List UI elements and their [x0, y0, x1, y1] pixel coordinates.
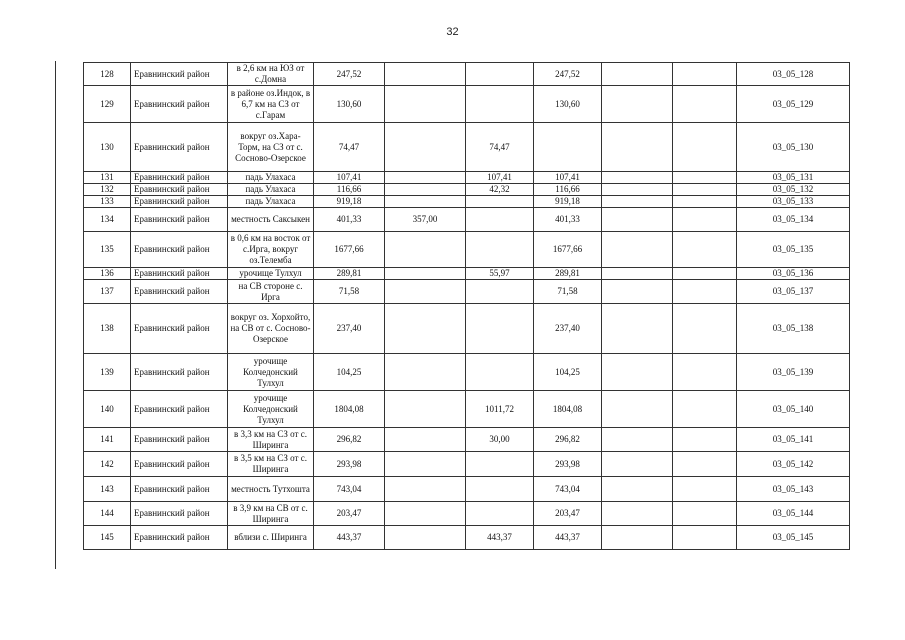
code-cell: 03_05_135 — [737, 232, 850, 268]
row-number-cell: 130 — [84, 123, 131, 172]
area-total-cell: 130,60 — [314, 86, 385, 123]
row-number-cell: 144 — [84, 502, 131, 526]
code-cell: 03_05_138 — [737, 304, 850, 354]
table-row — [84, 304, 850, 354]
row-number-cell: 137 — [84, 280, 131, 304]
code-cell: 03_05_142 — [737, 452, 850, 477]
district-cell: Еравнинский район — [131, 208, 228, 232]
area-col6-cell — [673, 232, 737, 268]
table-row — [84, 452, 850, 477]
row-number-cell: 139 — [84, 354, 131, 391]
table-row — [84, 354, 850, 391]
location-cell: падь Улахаса — [228, 172, 314, 184]
area-col2-cell — [385, 172, 466, 184]
district-cell: Еравнинский район — [131, 428, 228, 452]
table-row — [84, 184, 850, 196]
location-cell: местность Тутхошта — [228, 477, 314, 502]
area-col6-cell — [673, 196, 737, 208]
row-number-cell: 129 — [84, 86, 131, 123]
area-col2-cell — [385, 391, 466, 428]
area-col3-cell: 42,32 — [466, 184, 534, 196]
district-cell: Еравнинский район — [131, 86, 228, 123]
area-col6-cell — [673, 526, 737, 550]
location-cell: урочище Колчедонский Тулхул — [228, 391, 314, 428]
area-col6-cell — [673, 268, 737, 280]
row-number-cell: 142 — [84, 452, 131, 477]
table-row — [84, 280, 850, 304]
area-total-cell: 104,25 — [314, 354, 385, 391]
area-col4-cell: 107,41 — [534, 172, 602, 184]
area-col5-cell — [602, 280, 673, 304]
area-total-cell: 116,66 — [314, 184, 385, 196]
district-cell: Еравнинский район — [131, 477, 228, 502]
area-col4-cell: 1804,08 — [534, 391, 602, 428]
table-row — [84, 86, 850, 123]
table-row — [84, 63, 850, 86]
area-col3-cell — [466, 280, 534, 304]
area-col3-cell — [466, 232, 534, 268]
area-col5-cell — [602, 526, 673, 550]
area-col2-cell — [385, 477, 466, 502]
area-col6-cell — [673, 184, 737, 196]
area-col4-cell: 919,18 — [534, 196, 602, 208]
area-col5-cell — [602, 391, 673, 428]
location-cell: урочище Колчедонский Тулхул — [228, 354, 314, 391]
area-total-cell: 919,18 — [314, 196, 385, 208]
row-number-cell: 143 — [84, 477, 131, 502]
area-col5-cell — [602, 208, 673, 232]
area-col4-cell — [534, 123, 602, 172]
district-cell: Еравнинский район — [131, 196, 228, 208]
area-col3-cell — [466, 502, 534, 526]
area-col3-cell — [466, 63, 534, 86]
area-col4-cell: 1677,66 — [534, 232, 602, 268]
table-row — [84, 196, 850, 208]
location-cell: на СВ стороне с. Ирга — [228, 280, 314, 304]
area-col3-cell: 74,47 — [466, 123, 534, 172]
location-cell: в 2,6 км на ЮЗ от с.Домна — [228, 63, 314, 86]
area-col6-cell — [673, 208, 737, 232]
area-col3-cell — [466, 86, 534, 123]
location-cell: в районе оз.Индок, в 6,7 км на СЗ от с.Гарам — [228, 86, 314, 123]
location-cell: падь Улахаса — [228, 196, 314, 208]
table-row — [84, 428, 850, 452]
area-col4-cell: 247,52 — [534, 63, 602, 86]
area-total-cell: 237,40 — [314, 304, 385, 354]
area-col5-cell — [602, 196, 673, 208]
area-col2-cell — [385, 452, 466, 477]
area-col4-cell: 203,47 — [534, 502, 602, 526]
row-number-cell: 135 — [84, 232, 131, 268]
location-cell: в 3,5 км на СЗ от с. Ширинга — [228, 452, 314, 477]
location-cell: вокруг оз.Хара-Торм, на СЗ от с. Сосново-Озерское — [228, 123, 314, 172]
area-col5-cell — [602, 268, 673, 280]
location-cell: вокруг оз. Хорхойто, на СВ от с. Сосново-Озерское — [228, 304, 314, 354]
code-cell: 03_05_134 — [737, 208, 850, 232]
area-col2-cell: 357,00 — [385, 208, 466, 232]
district-cell: Еравнинский район — [131, 184, 228, 196]
district-cell: Еравнинский район — [131, 280, 228, 304]
area-col5-cell — [602, 123, 673, 172]
code-cell: 03_05_130 — [737, 123, 850, 172]
area-col3-cell: 55,97 — [466, 268, 534, 280]
area-col5-cell — [602, 452, 673, 477]
table-row — [84, 232, 850, 268]
area-col6-cell — [673, 452, 737, 477]
area-col2-cell — [385, 123, 466, 172]
area-total-cell: 443,37 — [314, 526, 385, 550]
table-row — [84, 123, 850, 172]
code-cell: 03_05_140 — [737, 391, 850, 428]
area-col5-cell — [602, 502, 673, 526]
row-number-cell: 131 — [84, 172, 131, 184]
area-col3-cell — [466, 452, 534, 477]
district-cell: Еравнинский район — [131, 63, 228, 86]
area-total-cell: 296,82 — [314, 428, 385, 452]
table-row — [84, 391, 850, 428]
area-col6-cell — [673, 63, 737, 86]
area-col3-cell — [466, 354, 534, 391]
district-cell: Еравнинский район — [131, 526, 228, 550]
area-col6-cell — [673, 354, 737, 391]
area-col6-cell — [673, 477, 737, 502]
code-cell: 03_05_145 — [737, 526, 850, 550]
row-number-cell: 128 — [84, 63, 131, 86]
area-total-cell: 743,04 — [314, 477, 385, 502]
area-col4-cell: 116,66 — [534, 184, 602, 196]
district-cell: Еравнинский район — [131, 172, 228, 184]
table-row — [84, 208, 850, 232]
area-col4-cell: 289,81 — [534, 268, 602, 280]
area-col3-cell — [466, 208, 534, 232]
area-col2-cell — [385, 526, 466, 550]
row-number-cell: 136 — [84, 268, 131, 280]
area-total-cell: 71,58 — [314, 280, 385, 304]
row-number-cell: 138 — [84, 304, 131, 354]
table-row — [84, 502, 850, 526]
code-cell: 03_05_133 — [737, 196, 850, 208]
area-col3-cell — [466, 196, 534, 208]
area-col6-cell — [673, 172, 737, 184]
area-total-cell: 289,81 — [314, 268, 385, 280]
code-cell: 03_05_144 — [737, 502, 850, 526]
district-cell: Еравнинский район — [131, 452, 228, 477]
district-cell: Еравнинский район — [131, 123, 228, 172]
area-col4-cell: 130,60 — [534, 86, 602, 123]
area-total-cell: 247,52 — [314, 63, 385, 86]
location-cell: вблизи с. Ширинга — [228, 526, 314, 550]
table-row — [84, 477, 850, 502]
area-total-cell: 1804,08 — [314, 391, 385, 428]
location-cell: в 3,9 км на СВ от с. Ширинга — [228, 502, 314, 526]
row-number-cell: 134 — [84, 208, 131, 232]
code-cell: 03_05_129 — [737, 86, 850, 123]
area-col2-cell — [385, 304, 466, 354]
area-col5-cell — [602, 184, 673, 196]
table-row — [84, 268, 850, 280]
area-col5-cell — [602, 86, 673, 123]
area-col4-cell: 443,37 — [534, 526, 602, 550]
area-col6-cell — [673, 502, 737, 526]
area-col2-cell — [385, 280, 466, 304]
area-col2-cell — [385, 86, 466, 123]
area-col3-cell — [466, 477, 534, 502]
area-col6-cell — [673, 123, 737, 172]
area-col6-cell — [673, 304, 737, 354]
area-col5-cell — [602, 232, 673, 268]
area-col6-cell — [673, 280, 737, 304]
data-table — [83, 62, 850, 550]
area-col6-cell — [673, 391, 737, 428]
row-number-cell: 133 — [84, 196, 131, 208]
area-total-cell: 74,47 — [314, 123, 385, 172]
location-cell: в 3,3 км на СЗ от с. Ширинга — [228, 428, 314, 452]
area-col4-cell: 743,04 — [534, 477, 602, 502]
location-cell: падь Улахаса — [228, 184, 314, 196]
area-total-cell: 293,98 — [314, 452, 385, 477]
area-col2-cell — [385, 502, 466, 526]
area-col2-cell — [385, 428, 466, 452]
area-col6-cell — [673, 86, 737, 123]
code-cell: 03_05_131 — [737, 172, 850, 184]
code-cell: 03_05_139 — [737, 354, 850, 391]
area-total-cell: 401,33 — [314, 208, 385, 232]
area-col6-cell — [673, 428, 737, 452]
code-cell: 03_05_137 — [737, 280, 850, 304]
area-col2-cell — [385, 184, 466, 196]
area-col2-cell — [385, 63, 466, 86]
area-total-cell: 203,47 — [314, 502, 385, 526]
area-col3-cell — [466, 304, 534, 354]
district-cell: Еравнинский район — [131, 502, 228, 526]
area-col4-cell: 237,40 — [534, 304, 602, 354]
area-col2-cell — [385, 268, 466, 280]
area-col2-cell — [385, 354, 466, 391]
row-number-cell: 145 — [84, 526, 131, 550]
area-col3-cell: 107,41 — [466, 172, 534, 184]
area-col4-cell: 401,33 — [534, 208, 602, 232]
code-cell: 03_05_143 — [737, 477, 850, 502]
table-body — [84, 63, 850, 550]
row-number-cell: 132 — [84, 184, 131, 196]
table-row — [84, 172, 850, 184]
location-cell: урочище Тулхул — [228, 268, 314, 280]
code-cell: 03_05_132 — [737, 184, 850, 196]
area-col5-cell — [602, 477, 673, 502]
area-total-cell: 107,41 — [314, 172, 385, 184]
area-col5-cell — [602, 428, 673, 452]
location-cell: в 0,6 км на восток от с.Ирга, вокруг оз.Телемба — [228, 232, 314, 268]
area-col2-cell — [385, 232, 466, 268]
area-col3-cell: 30,00 — [466, 428, 534, 452]
area-col4-cell: 104,25 — [534, 354, 602, 391]
district-cell: Еравнинский район — [131, 354, 228, 391]
row-number-cell: 141 — [84, 428, 131, 452]
page-number: 32 — [446, 26, 459, 38]
area-col3-cell: 1011,72 — [466, 391, 534, 428]
area-total-cell: 1677,66 — [314, 232, 385, 268]
area-col2-cell — [385, 196, 466, 208]
area-col3-cell: 443,37 — [466, 526, 534, 550]
code-cell: 03_05_128 — [737, 63, 850, 86]
area-col4-cell: 293,98 — [534, 452, 602, 477]
area-col4-cell: 296,82 — [534, 428, 602, 452]
area-col5-cell — [602, 63, 673, 86]
district-cell: Еравнинский район — [131, 268, 228, 280]
code-cell: 03_05_141 — [737, 428, 850, 452]
row-number-cell: 140 — [84, 391, 131, 428]
district-cell: Еравнинский район — [131, 391, 228, 428]
area-col5-cell — [602, 172, 673, 184]
margin-rule — [55, 61, 56, 569]
area-col5-cell — [602, 354, 673, 391]
district-cell: Еравнинский район — [131, 232, 228, 268]
table-row — [84, 526, 850, 550]
area-col5-cell — [602, 304, 673, 354]
location-cell: местность Саксыкен — [228, 208, 314, 232]
code-cell: 03_05_136 — [737, 268, 850, 280]
district-cell: Еравнинский район — [131, 304, 228, 354]
area-col4-cell: 71,58 — [534, 280, 602, 304]
